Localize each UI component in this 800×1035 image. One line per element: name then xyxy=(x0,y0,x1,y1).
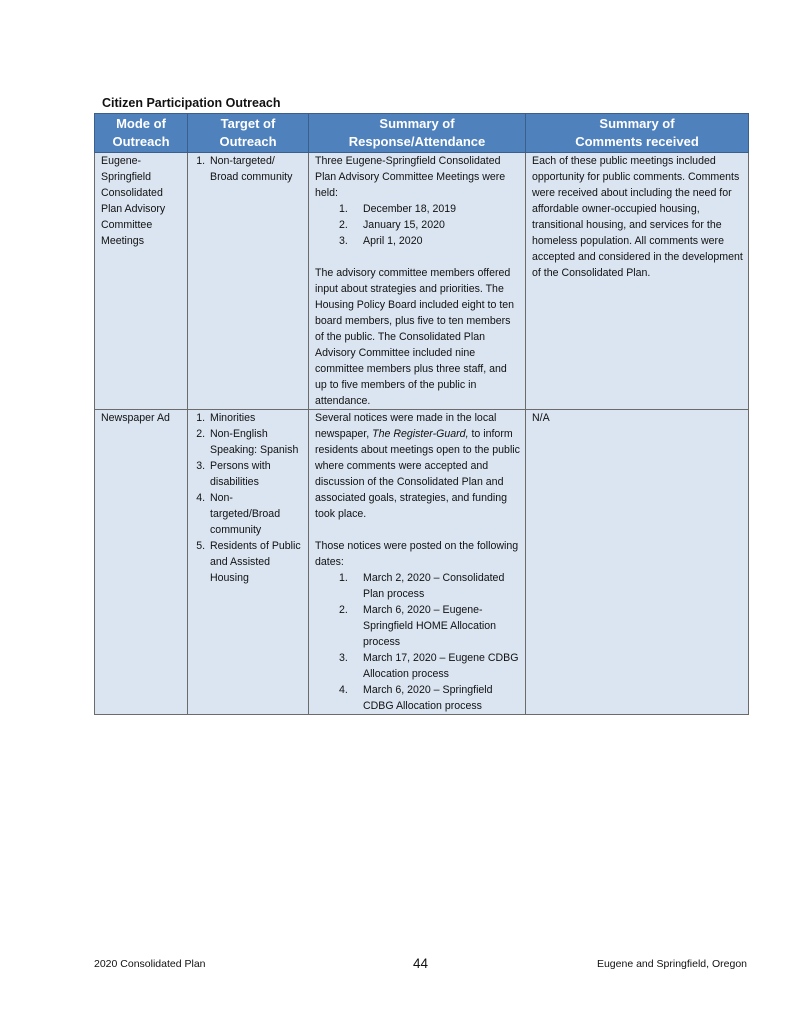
mode-cell: Eugene-Springfield Consolidated Plan Advisory Committee Meetings xyxy=(95,153,188,410)
target-cell xyxy=(188,153,309,410)
footer-document-title: 2020 Consolidated Plan xyxy=(94,958,206,970)
newspaper-name: The Register-Guard, xyxy=(372,428,469,440)
comments-cell: Each of these public meetings included opportunity for public comments. Comments were received about including the need for affordable owner-occupied housing, transitional housing, and services for the homeless population. All comments were accepted and considered in the development of the Consolidated Plan. xyxy=(526,153,749,410)
list-item: 4. March 6, 2020 – Springfield CDBG Allocation process xyxy=(339,684,493,712)
citizen-participation-table xyxy=(94,113,749,715)
header-target-of-outreach: Target of Outreach xyxy=(188,114,309,153)
table-row xyxy=(95,153,749,410)
target-item: 3. Persons with disabilities xyxy=(208,458,303,490)
header-mode-of-outreach: Mode of Outreach xyxy=(95,114,188,153)
table-caption: Citizen Participation Outreach xyxy=(102,96,281,110)
list-item: 2. January 15, 2020 xyxy=(339,219,445,231)
target-item: 5. Residents of Public and Assisted Housing xyxy=(208,538,303,586)
target-cell xyxy=(188,410,309,715)
target-item: 4. Non-targeted/Broad community xyxy=(208,490,303,538)
mode-cell: Newspaper Ad xyxy=(95,410,188,715)
header-summary-of-response: Summary of Response/Attendance xyxy=(309,114,526,153)
footer-location: Eugene and Springfield, Oregon xyxy=(596,958,747,970)
footer-page-number: 44 xyxy=(413,956,429,971)
header-summary-of-comments: Summary of Comments received xyxy=(526,114,749,153)
list-item: 1. December 18, 2019 xyxy=(339,203,457,215)
table-row xyxy=(95,410,749,715)
list-item: 2. March 6, 2020 – Eugene-Springfield HOME Allocation process xyxy=(339,604,497,648)
response-cell: Several notices were made in the local newspaper, The Register-Guard, to inform residents about meetings open to the public where comments were accepted and discussion of the Consolidated Plan and associated goals, strategies, and funding took place. Those notices were posted on the following dates: 1. March 2, 2020 – Consolidated Plan process 2. March 6, 2020 – Eugene-Springfield HOME Allocation process 3. March 17, 2020 – Eugene CDBG Allocation process 4. March 6, 2020 – Springfield CDBG Allocation process xyxy=(309,410,526,715)
list-item: 3. March 17, 2020 – Eugene CDBG Allocation process xyxy=(339,652,519,680)
target-item: 2. Non-English Speaking: Spanish xyxy=(208,426,303,458)
target-item: 1. Non-targeted/ Broad community xyxy=(208,153,303,185)
list-item: 3. April 1, 2020 xyxy=(339,235,423,247)
comments-cell: N/A xyxy=(526,410,749,715)
table-header-row xyxy=(95,114,749,153)
target-item: 1. Minorities xyxy=(208,410,303,426)
list-item: 1. March 2, 2020 – Consolidated Plan process xyxy=(339,572,505,600)
response-cell: Three Eugene-Springfield Consolidated Plan Advisory Committee Meetings were held: 1. December 18, 2019 2. January 15, 2020 3. April 1, 2020 The advisory committee members offered input about strategies and priorities. The Housing Policy Board included eight to ten board members, plus five to ten members of the public. The Consolidated Plan Advisory Committee included nine committee members plus three staff, and up to five members of the public in attendance. xyxy=(309,153,526,410)
